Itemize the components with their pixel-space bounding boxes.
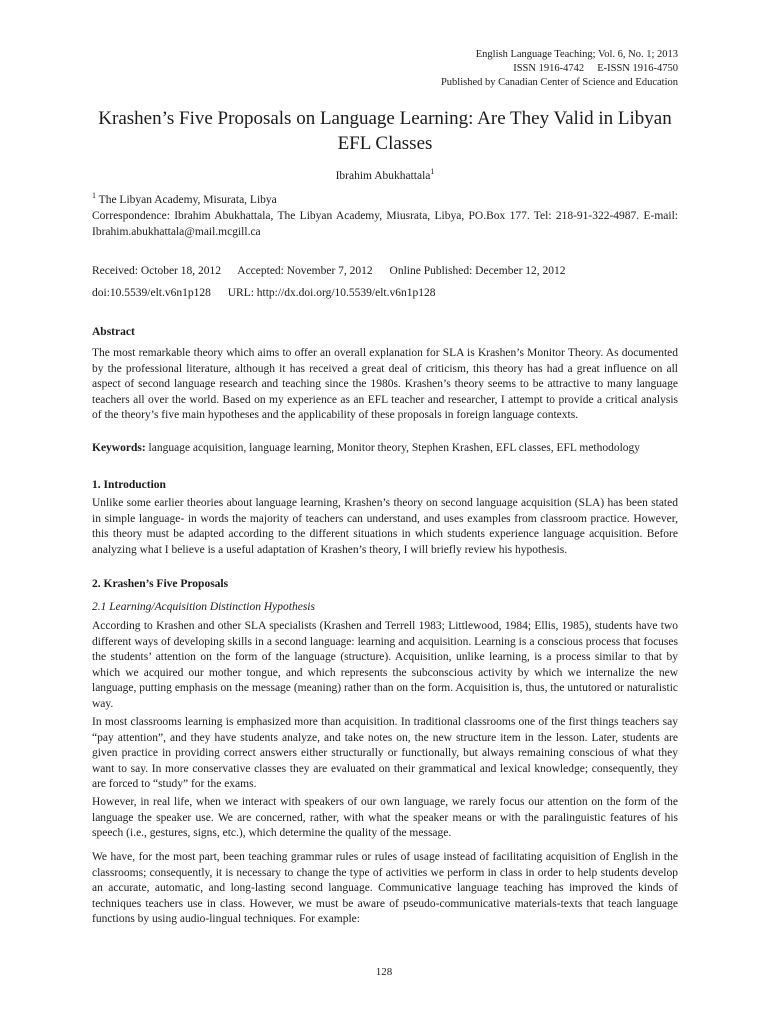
keywords-text: language acquisition, language learning, Monitor theory, Stephen Krashen, EFL classes, EFL methodology: [148, 442, 641, 454]
abstract-text: The most remarkable theory which aims to offer an overall explanation for SLA is Krashen’s Monitor Theory. As documented by the professional literature, although it has received a great deal of criticism, this theory has had a great influence on all aspect of second language research and teaching since the 1980s. Krashen’s theory seems to be attractive to many language teachers all over the world. Based on my experience as an EFL teacher and researcher, I attempt to provide a critical analysis of the theory’s five main hypotheses and the applicability of these proposals in foreign language contexts.: [92, 347, 678, 422]
journal-citation: English Language Teaching; Vol. 6, No. 1; 2013: [475, 49, 678, 60]
paragraph: In most classrooms learning is emphasized more than acquisition. In traditional classrooms one of the first things teachers say “pay attention”, and they have students analyze, and take notes on, the new structure item in the lesson. Later, students are given practice in providing correct answers either structurally or functionally, but always remaining conscious of what they want to say. In more conservative classes they are evaluated on their grammatical and lexical knowledge; consequently, they are forced to “study” for the exams.: [92, 716, 678, 791]
dates-line: [92, 264, 678, 280]
journal-header: [258, 48, 678, 90]
accepted-date: Accepted: November 7, 2012: [237, 265, 373, 277]
issn-line: ISSN 1916-4742 E-ISSN 1916-4750: [513, 63, 678, 74]
affiliation-text: The Libyan Academy, Misurata, Libya: [98, 193, 277, 206]
affiliation: [92, 188, 678, 208]
doi-line: [92, 286, 678, 302]
paragraph: We have, for the most part, been teaching grammar rules or rules of usage instead of facilitating acquisition of English in the classrooms; consequently, it is necessary to change the type of activities we perform in class in order to help students develop an accurate, automatic, and long-lasting second language. Communicative language teaching has improved the kinds of techniques teachers use in class. However, we must be aware of pseudo-communicative materials-texts that teach language functions by using audio-lingual techniques. For example:: [92, 851, 678, 926]
paragraph: However, in real life, when we interact with speakers of our own language, we rarely focus our attention on the form of the language the speaker use. We are concerned, rather, with what the speaker means or with the paralinguistic features of his speech (i.e., gestures, signs, etc.), which determine the quality of the message.: [92, 796, 678, 840]
affiliation-marker: 1: [92, 191, 96, 200]
doi-text: doi:10.5539/elt.v6n1p128: [92, 287, 211, 299]
section-2-heading: 2. Krashen’s Five Proposals: [92, 578, 229, 590]
author-line: [92, 167, 678, 182]
page-number: 128: [375, 966, 393, 978]
author-affil-marker: 1: [430, 167, 435, 176]
introduction-paragraph: Unlike some earlier theories about language learning, Krashen’s theory on second language acquisition (SLA) has been stated in simple language- in words the majority of teachers can understand, and uses examples from classroom practice. However, this theory must be adapted according to the different situations in which students experience language acquisition. Before analyzing what I believe is a useful adaptation of Krashen’s theory, I will briefly review his hypothesis.: [92, 497, 678, 556]
paper-title: Krashen’s Five Proposals on Language Learning: Are They Valid in Libyan EFL Classes: [98, 108, 672, 154]
received-date: Received: October 18, 2012: [92, 265, 222, 277]
doi-url-link[interactable]: URL: http://dx.doi.org/10.5539/elt.v6n1p128: [227, 287, 436, 299]
subsection-2-1-heading: 2.1 Learning/Acquisition Distinction Hypothesis: [92, 601, 315, 613]
section-1-heading: 1. Introduction: [92, 479, 166, 491]
correspondence: Correspondence: Ibrahim Abukhattala, The Libyan Academy, Miusrata, Libya, PO.Box 177. Tel: 218-91-322-4987. E-mail: Ibrahim.abukhattala@mail.mcgill.ca: [92, 210, 678, 238]
author-name: Ibrahim Abukhattala: [335, 169, 431, 182]
keywords-label: Keywords:: [92, 442, 146, 454]
paragraph: According to Krashen and other SLA specialists (Krashen and Terrell 1983; Littlewood, 1984; Ellis, 1985), students have two different ways of developing skills in a second language: learning and acquisition. Learning is a conscious process that focuses the students’ attention on the form of the language (structure). Acquisition, unlike learning, is a process similar to that by which we acquired our mother tongue, and which represents the subconscious activity by which we internalize the new language, putting emphasis on the message (meaning) rather than on the form. Acquisition is, thus, the untutored or naturalistic way.: [92, 620, 678, 710]
publisher-line: Published by Canadian Center of Science and Education: [440, 77, 678, 88]
keywords: [92, 441, 678, 457]
abstract-heading: Abstract: [92, 326, 135, 338]
published-date: Online Published: December 12, 2012: [389, 265, 566, 277]
